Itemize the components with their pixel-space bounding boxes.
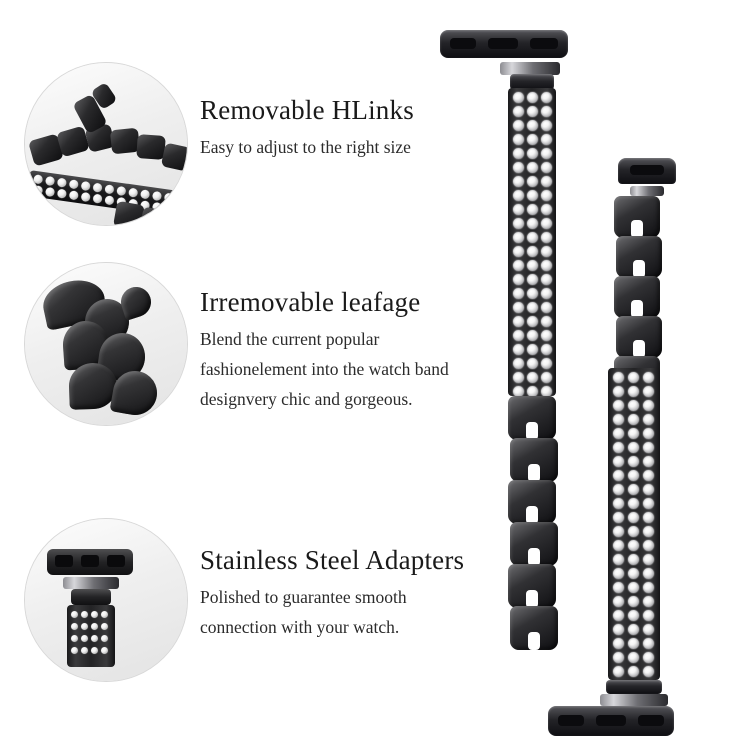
- rhinestone: [613, 666, 624, 677]
- rhinestone: [628, 428, 639, 439]
- rhinestone: [527, 190, 538, 201]
- rhinestone: [541, 274, 552, 285]
- rhinestone: [613, 526, 624, 537]
- rhinestone: [541, 162, 552, 173]
- rhinestone: [613, 638, 624, 649]
- rhinestone: [527, 372, 538, 383]
- rhinestone: [613, 400, 624, 411]
- rhinestone: [527, 176, 538, 187]
- rhinestone: [613, 484, 624, 495]
- rhinestone: [541, 316, 552, 327]
- rhinestone: [628, 526, 639, 537]
- rhinestone: [527, 148, 538, 159]
- rhinestone: [613, 470, 624, 481]
- rhinestone: [643, 428, 654, 439]
- rhinestone: [527, 232, 538, 243]
- feature-title: Stainless Steel Adapters: [200, 545, 465, 575]
- rhinestone: [527, 106, 538, 117]
- rhinestone: [628, 596, 639, 607]
- rhinestone: [643, 470, 654, 481]
- rhinestone: [643, 456, 654, 467]
- adapter-neck: [606, 680, 662, 694]
- lug-slot: [638, 715, 664, 726]
- lug-slot: [596, 715, 626, 726]
- rhinestone: [643, 652, 654, 663]
- rhinestone: [541, 120, 552, 131]
- leaf-chain-link: [508, 396, 556, 440]
- rhinestone: [527, 218, 538, 229]
- rhinestone: [513, 204, 524, 215]
- lug-slot: [558, 715, 584, 726]
- lug-slot: [530, 38, 558, 49]
- rhinestone: [527, 316, 538, 327]
- rhinestone: [628, 666, 639, 677]
- rhinestone: [628, 400, 639, 411]
- leaf-chain-link: [616, 236, 662, 278]
- rhinestone: [628, 582, 639, 593]
- rhinestone: [613, 372, 624, 383]
- rhinestone: [613, 596, 624, 607]
- rhinestone: [628, 484, 639, 495]
- rhinestone: [613, 442, 624, 453]
- rhinestone: [613, 540, 624, 551]
- rhinestone: [513, 162, 524, 173]
- feature-title: Irremovable leafage: [200, 287, 421, 317]
- leaf-chain-link: [510, 438, 558, 482]
- rhinestone: [527, 288, 538, 299]
- steel-connector-bar: [630, 186, 664, 196]
- rhinestone: [541, 288, 552, 299]
- rhinestone: [643, 554, 654, 565]
- chain-link-gap: [528, 632, 540, 650]
- rhinestone: [513, 92, 524, 103]
- leaf-chain-link: [508, 564, 556, 608]
- rhinestone: [628, 610, 639, 621]
- rhinestone: [541, 330, 552, 341]
- rhinestone: [613, 554, 624, 565]
- rhinestone: [628, 512, 639, 523]
- rhinestone: [628, 456, 639, 467]
- rhinestone: [513, 358, 524, 369]
- lug-slot: [488, 38, 518, 49]
- rhinestone: [541, 92, 552, 103]
- rhinestone: [628, 624, 639, 635]
- rhinestone: [527, 162, 538, 173]
- rhinestone: [541, 372, 552, 383]
- rhinestone: [613, 568, 624, 579]
- rhinestone: [527, 246, 538, 257]
- rhinestone: [643, 596, 654, 607]
- rhinestone: [513, 330, 524, 341]
- rhinestone: [628, 372, 639, 383]
- rhinestone: [613, 386, 624, 397]
- rhinestone: [643, 512, 654, 523]
- rhinestone: [513, 288, 524, 299]
- rhinestone: [613, 652, 624, 663]
- rhinestone: [513, 302, 524, 313]
- rhinestone: [513, 260, 524, 271]
- rhinestone: [541, 246, 552, 257]
- rhinestone: [643, 582, 654, 593]
- rhinestone: [613, 414, 624, 425]
- rhinestone: [613, 624, 624, 635]
- rhinestone: [541, 148, 552, 159]
- rhinestone: [513, 148, 524, 159]
- rhinestone: [628, 652, 639, 663]
- rhinestone: [628, 568, 639, 579]
- rhinestone: [643, 666, 654, 677]
- lug-slot: [630, 165, 664, 175]
- rhinestone: [613, 456, 624, 467]
- rhinestone: [541, 260, 552, 271]
- rhinestone: [628, 386, 639, 397]
- rhinestone: [643, 568, 654, 579]
- leaf-chain-link: [614, 276, 660, 318]
- rhinestone: [643, 540, 654, 551]
- rhinestone: [643, 610, 654, 621]
- leaf-chain-link: [614, 196, 660, 238]
- rhinestone: [527, 204, 538, 215]
- rhinestone: [513, 316, 524, 327]
- rhinestone: [541, 344, 552, 355]
- rhinestone: [527, 302, 538, 313]
- rhinestone: [527, 92, 538, 103]
- rhinestone: [513, 176, 524, 187]
- rhinestone: [513, 106, 524, 117]
- rhinestone: [513, 120, 524, 131]
- rhinestone: [527, 344, 538, 355]
- leaf-chain-link: [510, 522, 558, 566]
- leaf-chain-link: [616, 316, 662, 358]
- rhinestone: [513, 344, 524, 355]
- rhinestone: [527, 274, 538, 285]
- rhinestone: [628, 540, 639, 551]
- rhinestone: [541, 190, 552, 201]
- rhinestone: [541, 204, 552, 215]
- rhinestone: [643, 414, 654, 425]
- rhinestone: [613, 582, 624, 593]
- rhinestone: [541, 358, 552, 369]
- feature-description: Easy to adjust to the right size: [200, 136, 411, 157]
- rhinestone: [541, 106, 552, 117]
- lug-slot: [450, 38, 476, 49]
- rhinestone: [527, 120, 538, 131]
- rhinestone: [643, 442, 654, 453]
- steel-connector-bar: [600, 694, 668, 706]
- rhinestone: [643, 484, 654, 495]
- leaf-chain-link: [508, 480, 556, 524]
- rhinestone: [643, 526, 654, 537]
- rhinestone: [513, 218, 524, 229]
- rhinestone: [628, 442, 639, 453]
- rhinestone: [513, 274, 524, 285]
- rhinestone: [527, 260, 538, 271]
- rhinestone: [527, 134, 538, 145]
- rhinestone: [541, 232, 552, 243]
- rhinestone: [628, 554, 639, 565]
- rhinestone: [513, 372, 524, 383]
- rhinestone: [527, 358, 538, 369]
- rhinestone: [613, 428, 624, 439]
- rhinestone: [643, 624, 654, 635]
- rhinestone: [613, 512, 624, 523]
- rhinestone: [541, 176, 552, 187]
- rhinestone: [541, 218, 552, 229]
- rhinestone: [513, 190, 524, 201]
- rhinestone: [628, 414, 639, 425]
- rhinestone: [513, 246, 524, 257]
- rhinestone: [513, 134, 524, 145]
- rhinestone: [643, 372, 654, 383]
- leaf-chain-link: [510, 606, 558, 650]
- rhinestone: [643, 498, 654, 509]
- feature-title: Removable HLinks: [200, 95, 414, 125]
- rhinestone: [613, 498, 624, 509]
- rhinestone: [613, 610, 624, 621]
- rhinestone: [643, 400, 654, 411]
- rhinestone: [643, 386, 654, 397]
- rhinestone: [541, 134, 552, 145]
- rhinestone: [628, 470, 639, 481]
- feature-description: Blend the current popular fashionelement into the watch band designvery chic and gorgeous.: [200, 328, 449, 409]
- feature-description: Polished to guarantee smooth connection with your watch.: [200, 586, 407, 637]
- rhinestone: [513, 232, 524, 243]
- rhinestone: [628, 498, 639, 509]
- rhinestone: [643, 638, 654, 649]
- rhinestone: [527, 330, 538, 341]
- rhinestone: [541, 302, 552, 313]
- rhinestone: [628, 638, 639, 649]
